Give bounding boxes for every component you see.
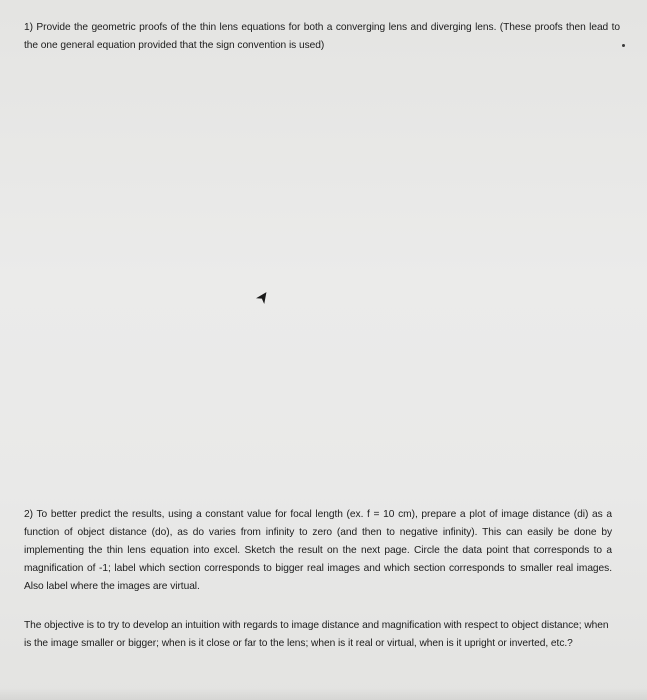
page-bottom-shadow [0,688,647,700]
question-1-text: 1) Provide the geometric proofs of the thin lens equations for both a converging lens and diverging lens. (These proofs then lead to the one general equation provided that the sign convention is used) [24,22,620,51]
objective-text: The objective is to try to develop an intuition with regards to image distance and magnification with respect to object distance; when is the image smaller or bigger; when is it close or far to the lens; when is it real or virtual, when is it upright or inverted, etc.? [24,620,609,649]
page-speck [622,44,625,47]
question-2-text: 2) To better predict the results, using a constant value for focal length (ex. f = 10 cm), prepare a plot of image distance (di) as a function of object distance (do), as do varies from infinity to zero (and then to negative infinity). This can easily be done by implementing the thin lens equation into excel. Sketch the result on the next page. Circle the data point that corresponds to a magnification of -1; label which section corresponds to bigger real images and which section corresponds to smaller real images. Also label where the images are virtual. [24,509,612,592]
mouse-pointer-icon [256,290,270,304]
